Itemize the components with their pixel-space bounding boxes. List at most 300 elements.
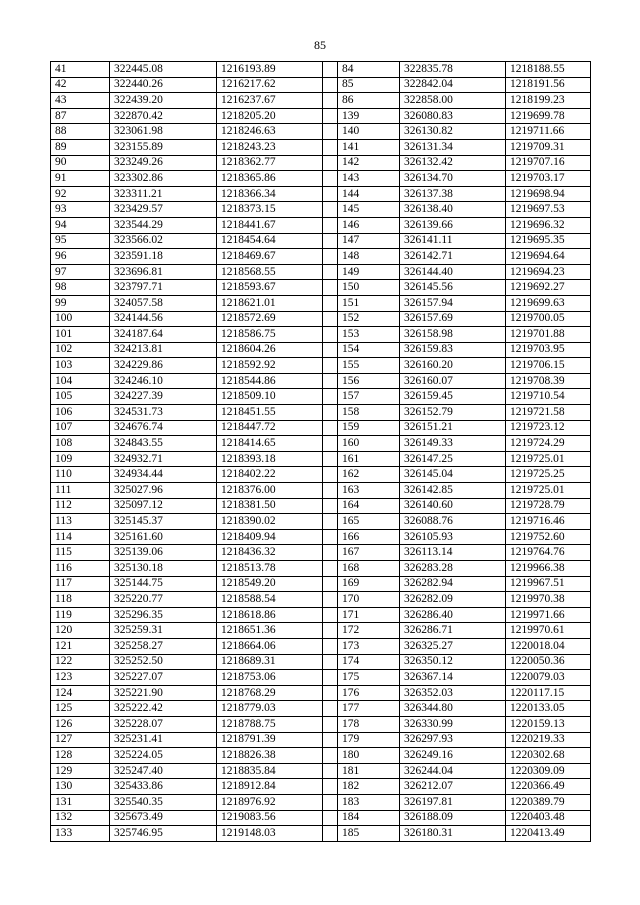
right-point-number-cell: 143 <box>338 171 400 187</box>
right-y-coordinate-cell: 1220389.79 <box>506 794 591 810</box>
column-gap-cell <box>323 779 338 795</box>
right-point-number-cell: 155 <box>338 358 400 374</box>
left-y-coordinate-cell: 1218414.65 <box>217 436 323 452</box>
table-row <box>51 217 591 233</box>
column-gap-cell <box>323 62 338 78</box>
right-x-coordinate-cell: 326282.09 <box>400 592 506 608</box>
right-point-number-cell: 178 <box>338 716 400 732</box>
right-point-number-cell: 150 <box>338 280 400 296</box>
right-x-coordinate-cell: 326160.07 <box>400 373 506 389</box>
table-row <box>51 373 591 389</box>
left-point-number-cell: 104 <box>51 373 110 389</box>
right-y-coordinate-cell: 1220117.15 <box>506 685 591 701</box>
right-x-coordinate-cell: 326152.79 <box>400 405 506 421</box>
column-gap-cell <box>323 311 338 327</box>
right-y-coordinate-cell: 1219703.95 <box>506 342 591 358</box>
right-x-coordinate-cell: 326132.42 <box>400 155 506 171</box>
table-row <box>51 405 591 421</box>
column-gap-cell <box>323 420 338 436</box>
left-point-number-cell: 90 <box>51 155 110 171</box>
table-row <box>51 701 591 717</box>
table-row <box>51 62 591 78</box>
right-x-coordinate-cell: 326157.69 <box>400 311 506 327</box>
left-point-number-cell: 102 <box>51 342 110 358</box>
left-point-number-cell: 119 <box>51 607 110 623</box>
right-y-coordinate-cell: 1220050.36 <box>506 654 591 670</box>
column-gap-cell <box>323 108 338 124</box>
left-x-coordinate-cell: 324246.10 <box>110 373 217 389</box>
column-gap-cell <box>323 171 338 187</box>
table-row <box>51 716 591 732</box>
right-x-coordinate-cell: 326140.60 <box>400 498 506 514</box>
left-y-coordinate-cell: 1218447.72 <box>217 420 323 436</box>
left-x-coordinate-cell: 324932.71 <box>110 451 217 467</box>
right-point-number-cell: 162 <box>338 467 400 483</box>
left-point-number-cell: 87 <box>51 108 110 124</box>
right-y-coordinate-cell: 1219694.23 <box>506 264 591 280</box>
left-x-coordinate-cell: 325258.27 <box>110 638 217 654</box>
left-x-coordinate-cell: 323311.21 <box>110 186 217 202</box>
left-x-coordinate-cell: 323249.26 <box>110 155 217 171</box>
table-row <box>51 342 591 358</box>
column-gap-cell <box>323 358 338 374</box>
column-gap-cell <box>323 592 338 608</box>
right-y-coordinate-cell: 1219967.51 <box>506 576 591 592</box>
left-y-coordinate-cell: 1218451.55 <box>217 405 323 421</box>
right-y-coordinate-cell: 1219752.60 <box>506 529 591 545</box>
table-row <box>51 93 591 109</box>
column-gap-cell <box>323 794 338 810</box>
left-y-coordinate-cell: 1219083.56 <box>217 810 323 826</box>
left-y-coordinate-cell: 1218376.00 <box>217 483 323 499</box>
column-gap-cell <box>323 685 338 701</box>
right-y-coordinate-cell: 1219711.66 <box>506 124 591 140</box>
left-y-coordinate-cell: 1218976.92 <box>217 794 323 810</box>
right-y-coordinate-cell: 1220366.49 <box>506 779 591 795</box>
right-x-coordinate-cell: 326137.38 <box>400 186 506 202</box>
right-y-coordinate-cell: 1220079.03 <box>506 670 591 686</box>
right-x-coordinate-cell: 326212.07 <box>400 779 506 795</box>
table-row <box>51 311 591 327</box>
column-gap-cell <box>323 249 338 265</box>
left-y-coordinate-cell: 1218835.84 <box>217 763 323 779</box>
table-row <box>51 467 591 483</box>
left-y-coordinate-cell: 1218454.64 <box>217 233 323 249</box>
right-point-number-cell: 148 <box>338 249 400 265</box>
right-x-coordinate-cell: 326367.14 <box>400 670 506 686</box>
right-point-number-cell: 172 <box>338 623 400 639</box>
right-point-number-cell: 185 <box>338 826 400 842</box>
left-point-number-cell: 129 <box>51 763 110 779</box>
left-y-coordinate-cell: 1218549.20 <box>217 576 323 592</box>
left-y-coordinate-cell: 1218390.02 <box>217 514 323 530</box>
left-point-number-cell: 88 <box>51 124 110 140</box>
right-x-coordinate-cell: 326151.21 <box>400 420 506 436</box>
right-y-coordinate-cell: 1219716.46 <box>506 514 591 530</box>
left-x-coordinate-cell: 325222.42 <box>110 701 217 717</box>
right-point-number-cell: 183 <box>338 794 400 810</box>
left-y-coordinate-cell: 1218366.34 <box>217 186 323 202</box>
left-x-coordinate-cell: 325144.75 <box>110 576 217 592</box>
column-gap-cell <box>323 451 338 467</box>
column-gap-cell <box>323 810 338 826</box>
right-x-coordinate-cell: 326325.27 <box>400 638 506 654</box>
table-row <box>51 108 591 124</box>
left-y-coordinate-cell: 1218441.67 <box>217 217 323 233</box>
left-point-number-cell: 131 <box>51 794 110 810</box>
left-x-coordinate-cell: 324144.56 <box>110 311 217 327</box>
right-x-coordinate-cell: 326139.66 <box>400 217 506 233</box>
left-y-coordinate-cell: 1218779.03 <box>217 701 323 717</box>
left-y-coordinate-cell: 1218513.78 <box>217 561 323 577</box>
right-point-number-cell: 169 <box>338 576 400 592</box>
left-point-number-cell: 97 <box>51 264 110 280</box>
right-point-number-cell: 139 <box>338 108 400 124</box>
right-point-number-cell: 165 <box>338 514 400 530</box>
left-point-number-cell: 132 <box>51 810 110 826</box>
left-y-coordinate-cell: 1218689.31 <box>217 654 323 670</box>
left-point-number-cell: 114 <box>51 529 110 545</box>
column-gap-cell <box>323 826 338 842</box>
right-x-coordinate-cell: 322842.04 <box>400 77 506 93</box>
left-x-coordinate-cell: 324057.58 <box>110 295 217 311</box>
right-x-coordinate-cell: 326134.70 <box>400 171 506 187</box>
right-point-number-cell: 147 <box>338 233 400 249</box>
left-x-coordinate-cell: 323429.57 <box>110 202 217 218</box>
coordinates-table-body <box>51 62 591 842</box>
right-point-number-cell: 166 <box>338 529 400 545</box>
right-y-coordinate-cell: 1219707.16 <box>506 155 591 171</box>
column-gap-cell <box>323 233 338 249</box>
right-x-coordinate-cell: 326352.03 <box>400 685 506 701</box>
right-x-coordinate-cell: 326197.81 <box>400 794 506 810</box>
left-x-coordinate-cell: 325227.07 <box>110 670 217 686</box>
right-point-number-cell: 149 <box>338 264 400 280</box>
column-gap-cell <box>323 186 338 202</box>
column-gap-cell <box>323 342 338 358</box>
right-x-coordinate-cell: 322858.00 <box>400 93 506 109</box>
left-point-number-cell: 42 <box>51 77 110 93</box>
right-point-number-cell: 175 <box>338 670 400 686</box>
left-point-number-cell: 108 <box>51 436 110 452</box>
right-x-coordinate-cell: 326105.93 <box>400 529 506 545</box>
left-point-number-cell: 109 <box>51 451 110 467</box>
left-y-coordinate-cell: 1218651.36 <box>217 623 323 639</box>
right-x-coordinate-cell: 326283.28 <box>400 561 506 577</box>
right-x-coordinate-cell: 326159.83 <box>400 342 506 358</box>
right-x-coordinate-cell: 326113.14 <box>400 545 506 561</box>
right-y-coordinate-cell: 1219697.53 <box>506 202 591 218</box>
left-x-coordinate-cell: 324676.74 <box>110 420 217 436</box>
column-gap-cell <box>323 576 338 592</box>
left-y-coordinate-cell: 1218826.38 <box>217 748 323 764</box>
column-gap-cell <box>323 716 338 732</box>
right-x-coordinate-cell: 326158.98 <box>400 327 506 343</box>
right-y-coordinate-cell: 1219695.35 <box>506 233 591 249</box>
right-y-coordinate-cell: 1220302.68 <box>506 748 591 764</box>
table-row <box>51 779 591 795</box>
right-y-coordinate-cell: 1219703.17 <box>506 171 591 187</box>
column-gap-cell <box>323 373 338 389</box>
right-x-coordinate-cell: 326088.76 <box>400 514 506 530</box>
left-point-number-cell: 41 <box>51 62 110 78</box>
right-x-coordinate-cell: 326330.99 <box>400 716 506 732</box>
column-gap-cell <box>323 264 338 280</box>
right-point-number-cell: 160 <box>338 436 400 452</box>
column-gap-cell <box>323 763 338 779</box>
column-gap-cell <box>323 280 338 296</box>
table-row <box>51 498 591 514</box>
column-gap-cell <box>323 701 338 717</box>
right-point-number-cell: 154 <box>338 342 400 358</box>
left-y-coordinate-cell: 1218621.01 <box>217 295 323 311</box>
left-point-number-cell: 118 <box>51 592 110 608</box>
left-y-coordinate-cell: 1218381.50 <box>217 498 323 514</box>
left-y-coordinate-cell: 1218436.32 <box>217 545 323 561</box>
left-x-coordinate-cell: 325673.49 <box>110 810 217 826</box>
right-point-number-cell: 85 <box>338 77 400 93</box>
right-y-coordinate-cell: 1219971.66 <box>506 607 591 623</box>
left-point-number-cell: 125 <box>51 701 110 717</box>
right-x-coordinate-cell: 326160.20 <box>400 358 506 374</box>
table-row <box>51 748 591 764</box>
right-y-coordinate-cell: 1220018.04 <box>506 638 591 654</box>
right-y-coordinate-cell: 1219696.32 <box>506 217 591 233</box>
left-point-number-cell: 117 <box>51 576 110 592</box>
left-x-coordinate-cell: 323155.89 <box>110 139 217 155</box>
left-point-number-cell: 43 <box>51 93 110 109</box>
right-point-number-cell: 181 <box>338 763 400 779</box>
left-x-coordinate-cell: 325746.95 <box>110 826 217 842</box>
column-gap-cell <box>323 467 338 483</box>
right-point-number-cell: 146 <box>338 217 400 233</box>
left-x-coordinate-cell: 324843.55 <box>110 436 217 452</box>
left-point-number-cell: 96 <box>51 249 110 265</box>
right-point-number-cell: 161 <box>338 451 400 467</box>
left-y-coordinate-cell: 1218572.69 <box>217 311 323 327</box>
left-point-number-cell: 106 <box>51 405 110 421</box>
right-y-coordinate-cell: 1219970.61 <box>506 623 591 639</box>
left-point-number-cell: 123 <box>51 670 110 686</box>
column-gap-cell <box>323 139 338 155</box>
table-row <box>51 280 591 296</box>
left-x-coordinate-cell: 325139.06 <box>110 545 217 561</box>
left-y-coordinate-cell: 1218791.39 <box>217 732 323 748</box>
left-x-coordinate-cell: 324934.44 <box>110 467 217 483</box>
right-y-coordinate-cell: 1219700.05 <box>506 311 591 327</box>
table-row <box>51 763 591 779</box>
column-gap-cell <box>323 732 338 748</box>
right-point-number-cell: 141 <box>338 139 400 155</box>
left-point-number-cell: 100 <box>51 311 110 327</box>
left-y-coordinate-cell: 1218768.29 <box>217 685 323 701</box>
right-y-coordinate-cell: 1219725.25 <box>506 467 591 483</box>
left-x-coordinate-cell: 325145.37 <box>110 514 217 530</box>
left-x-coordinate-cell: 325433.86 <box>110 779 217 795</box>
right-x-coordinate-cell: 326188.09 <box>400 810 506 826</box>
left-y-coordinate-cell: 1216217.62 <box>217 77 323 93</box>
table-row <box>51 607 591 623</box>
left-x-coordinate-cell: 325231.41 <box>110 732 217 748</box>
column-gap-cell <box>323 202 338 218</box>
left-point-number-cell: 127 <box>51 732 110 748</box>
right-y-coordinate-cell: 1220133.05 <box>506 701 591 717</box>
left-point-number-cell: 95 <box>51 233 110 249</box>
coordinates-table <box>50 61 591 842</box>
left-y-coordinate-cell: 1218373.15 <box>217 202 323 218</box>
left-x-coordinate-cell: 325130.18 <box>110 561 217 577</box>
right-point-number-cell: 182 <box>338 779 400 795</box>
right-y-coordinate-cell: 1219970.38 <box>506 592 591 608</box>
left-y-coordinate-cell: 1218588.54 <box>217 592 323 608</box>
right-point-number-cell: 84 <box>338 62 400 78</box>
table-row <box>51 638 591 654</box>
left-y-coordinate-cell: 1218365.86 <box>217 171 323 187</box>
right-point-number-cell: 158 <box>338 405 400 421</box>
right-x-coordinate-cell: 326131.34 <box>400 139 506 155</box>
table-row <box>51 685 591 701</box>
right-x-coordinate-cell: 326144.40 <box>400 264 506 280</box>
right-point-number-cell: 171 <box>338 607 400 623</box>
left-y-coordinate-cell: 1218243.23 <box>217 139 323 155</box>
left-y-coordinate-cell: 1218409.94 <box>217 529 323 545</box>
right-point-number-cell: 163 <box>338 483 400 499</box>
left-y-coordinate-cell: 1218246.63 <box>217 124 323 140</box>
left-x-coordinate-cell: 325296.35 <box>110 607 217 623</box>
right-y-coordinate-cell: 1219966.38 <box>506 561 591 577</box>
right-x-coordinate-cell: 326142.71 <box>400 249 506 265</box>
left-y-coordinate-cell: 1218362.77 <box>217 155 323 171</box>
right-y-coordinate-cell: 1219724.29 <box>506 436 591 452</box>
table-row <box>51 358 591 374</box>
column-gap-cell <box>323 93 338 109</box>
right-x-coordinate-cell: 326138.40 <box>400 202 506 218</box>
left-point-number-cell: 101 <box>51 327 110 343</box>
left-x-coordinate-cell: 324213.81 <box>110 342 217 358</box>
column-gap-cell <box>323 295 338 311</box>
left-x-coordinate-cell: 323696.81 <box>110 264 217 280</box>
right-x-coordinate-cell: 326282.94 <box>400 576 506 592</box>
left-point-number-cell: 110 <box>51 467 110 483</box>
left-y-coordinate-cell: 1218469.67 <box>217 249 323 265</box>
left-x-coordinate-cell: 324531.73 <box>110 405 217 421</box>
left-x-coordinate-cell: 323544.29 <box>110 217 217 233</box>
left-point-number-cell: 120 <box>51 623 110 639</box>
column-gap-cell <box>323 389 338 405</box>
right-x-coordinate-cell: 326080.83 <box>400 108 506 124</box>
right-x-coordinate-cell: 326141.11 <box>400 233 506 249</box>
left-x-coordinate-cell: 325540.35 <box>110 794 217 810</box>
column-gap-cell <box>323 748 338 764</box>
left-point-number-cell: 126 <box>51 716 110 732</box>
table-row <box>51 654 591 670</box>
right-y-coordinate-cell: 1219694.64 <box>506 249 591 265</box>
table-row <box>51 810 591 826</box>
left-point-number-cell: 115 <box>51 545 110 561</box>
left-point-number-cell: 121 <box>51 638 110 654</box>
right-point-number-cell: 86 <box>338 93 400 109</box>
left-x-coordinate-cell: 325097.12 <box>110 498 217 514</box>
left-x-coordinate-cell: 325221.90 <box>110 685 217 701</box>
left-x-coordinate-cell: 322440.26 <box>110 77 217 93</box>
table-row <box>51 561 591 577</box>
table-row <box>51 155 591 171</box>
column-gap-cell <box>323 607 338 623</box>
right-x-coordinate-cell: 326145.04 <box>400 467 506 483</box>
right-y-coordinate-cell: 1219701.88 <box>506 327 591 343</box>
table-row <box>51 264 591 280</box>
right-y-coordinate-cell: 1219723.12 <box>506 420 591 436</box>
left-point-number-cell: 133 <box>51 826 110 842</box>
left-y-coordinate-cell: 1216193.89 <box>217 62 323 78</box>
right-y-coordinate-cell: 1219764.76 <box>506 545 591 561</box>
left-x-coordinate-cell: 324227.39 <box>110 389 217 405</box>
right-x-coordinate-cell: 326344.80 <box>400 701 506 717</box>
left-point-number-cell: 93 <box>51 202 110 218</box>
right-point-number-cell: 159 <box>338 420 400 436</box>
left-y-coordinate-cell: 1218509.10 <box>217 389 323 405</box>
table-row <box>51 186 591 202</box>
left-point-number-cell: 94 <box>51 217 110 233</box>
right-point-number-cell: 180 <box>338 748 400 764</box>
right-x-coordinate-cell: 326145.56 <box>400 280 506 296</box>
left-point-number-cell: 103 <box>51 358 110 374</box>
left-point-number-cell: 91 <box>51 171 110 187</box>
page-number: 85 <box>314 38 326 52</box>
column-gap-cell <box>323 327 338 343</box>
column-gap-cell <box>323 561 338 577</box>
right-point-number-cell: 168 <box>338 561 400 577</box>
right-y-coordinate-cell: 1219725.01 <box>506 451 591 467</box>
left-point-number-cell: 89 <box>51 139 110 155</box>
right-point-number-cell: 144 <box>338 186 400 202</box>
column-gap-cell <box>323 405 338 421</box>
right-y-coordinate-cell: 1219728.79 <box>506 498 591 514</box>
right-y-coordinate-cell: 1219698.94 <box>506 186 591 202</box>
left-point-number-cell: 111 <box>51 483 110 499</box>
left-x-coordinate-cell: 324187.64 <box>110 327 217 343</box>
column-gap-cell <box>323 670 338 686</box>
left-y-coordinate-cell: 1218586.75 <box>217 327 323 343</box>
right-x-coordinate-cell: 326142.85 <box>400 483 506 499</box>
left-point-number-cell: 113 <box>51 514 110 530</box>
left-x-coordinate-cell: 322445.08 <box>110 62 217 78</box>
right-point-number-cell: 174 <box>338 654 400 670</box>
table-row <box>51 77 591 93</box>
column-gap-cell <box>323 155 338 171</box>
table-row <box>51 576 591 592</box>
right-point-number-cell: 142 <box>338 155 400 171</box>
table-row <box>51 451 591 467</box>
right-point-number-cell: 179 <box>338 732 400 748</box>
left-x-coordinate-cell: 325161.60 <box>110 529 217 545</box>
left-point-number-cell: 99 <box>51 295 110 311</box>
column-gap-cell <box>323 217 338 233</box>
table-row <box>51 249 591 265</box>
left-point-number-cell: 107 <box>51 420 110 436</box>
right-point-number-cell: 176 <box>338 685 400 701</box>
column-gap-cell <box>323 498 338 514</box>
right-x-coordinate-cell: 326249.16 <box>400 748 506 764</box>
right-x-coordinate-cell: 326286.40 <box>400 607 506 623</box>
left-point-number-cell: 98 <box>51 280 110 296</box>
right-point-number-cell: 167 <box>338 545 400 561</box>
left-x-coordinate-cell: 322870.42 <box>110 108 217 124</box>
table-row <box>51 545 591 561</box>
right-x-coordinate-cell: 326244.04 <box>400 763 506 779</box>
right-y-coordinate-cell: 1218199.23 <box>506 93 591 109</box>
right-y-coordinate-cell: 1219710.54 <box>506 389 591 405</box>
